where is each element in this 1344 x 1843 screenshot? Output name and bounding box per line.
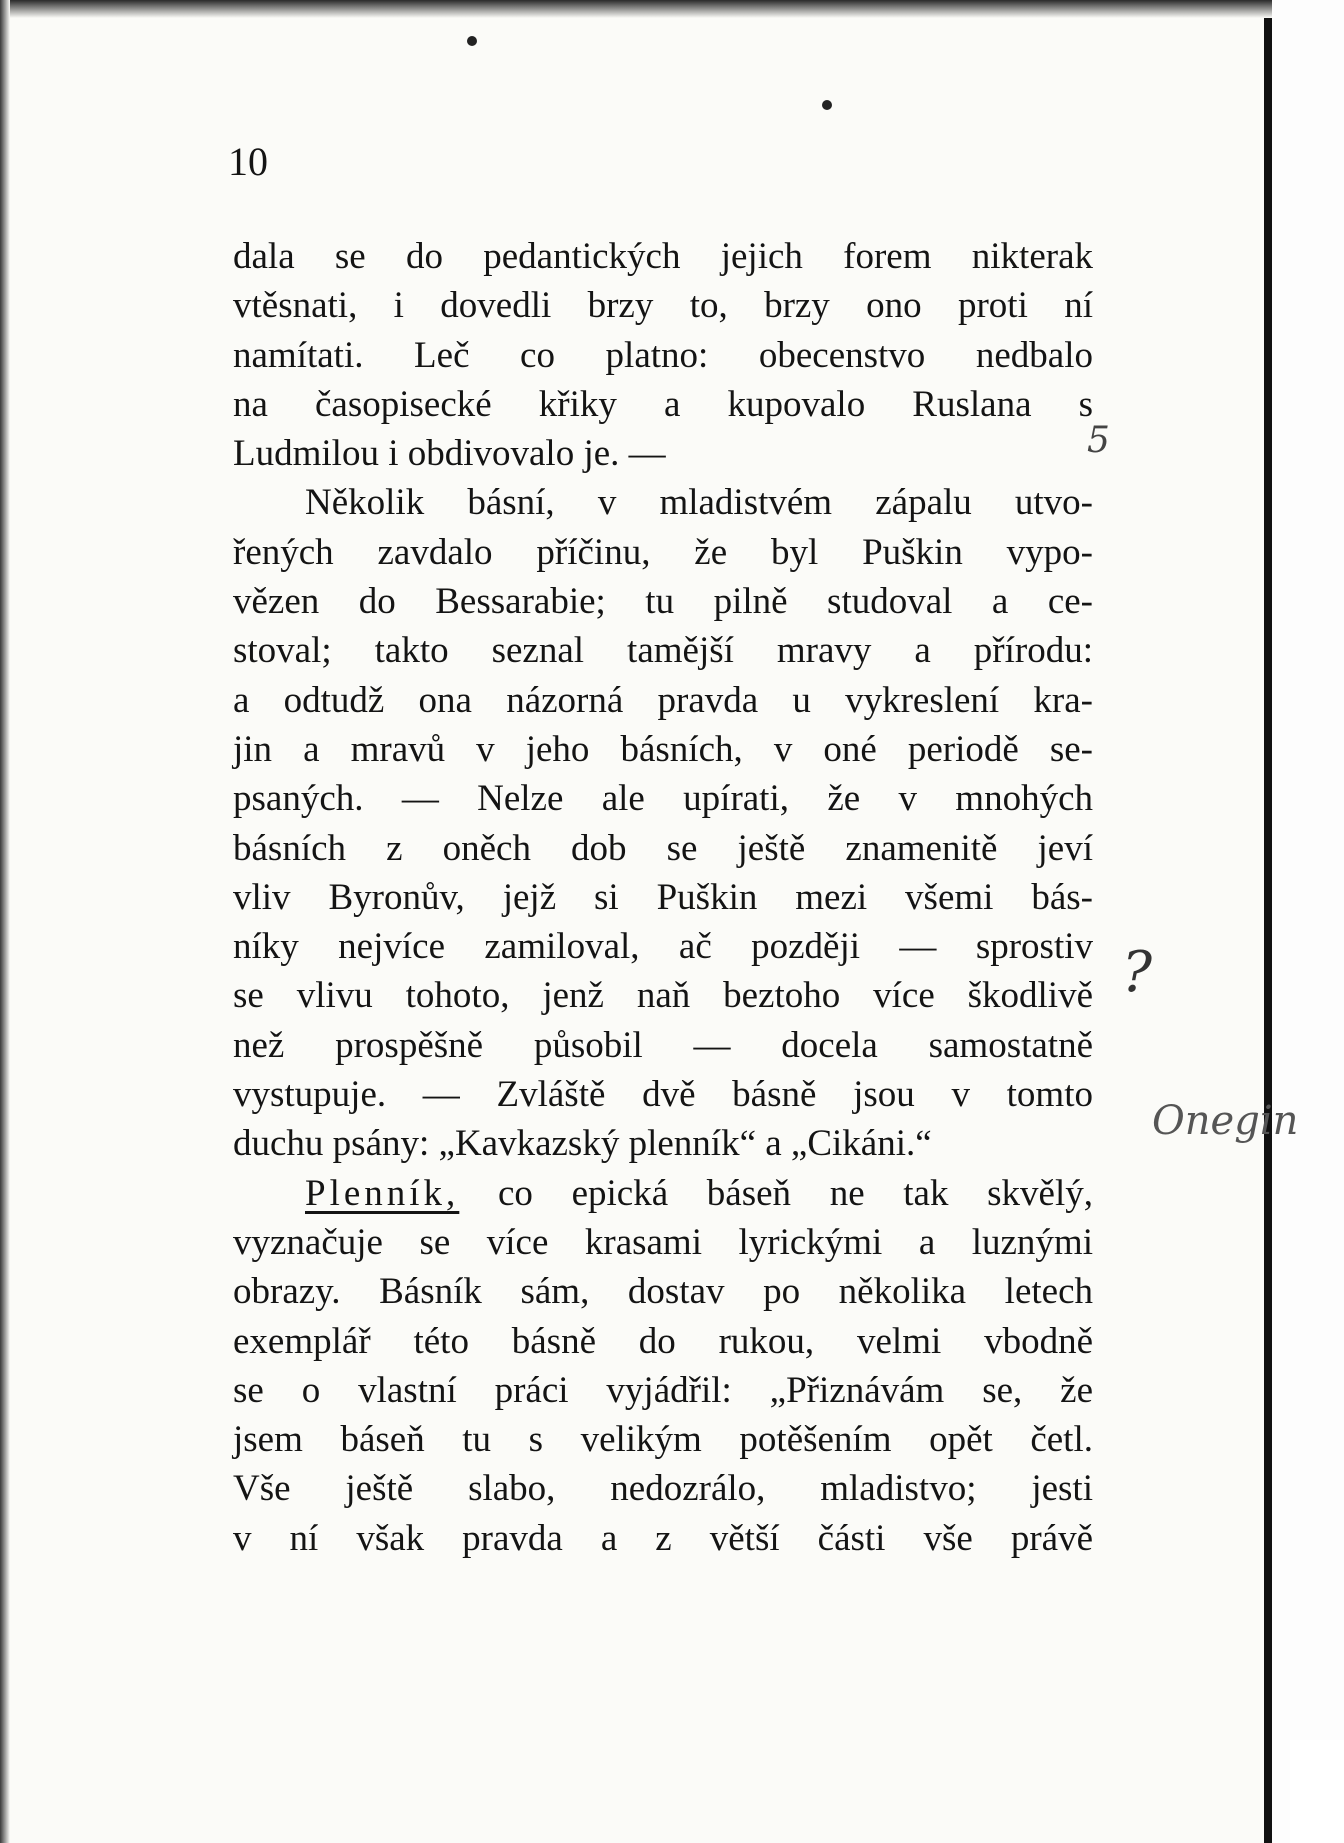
text-line: níky nejvíce zamiloval, ač později — sprostiv [233,926,1093,968]
text-line: psaných. — Nelze ale upírati, že v mnohých [233,778,1093,820]
text-line: Vše ještě slabo, nedozrálo, mladistvo; jesti [233,1468,1093,1510]
margin-note-five: 5 [1087,420,1110,461]
text-line: Ludmilou i obdivovalo je. — [233,433,666,475]
ink-speck [467,36,477,46]
ink-speck [822,100,832,110]
page-number: 10 [228,139,268,184]
text-line: vtěsnati, i dovedli brzy to, brzy ono proti ní [233,285,1093,327]
text-line: a odtudž ona názorná pravda u vykreslení kra- [233,679,1093,721]
text-line: vyznačuje se více krasami lyrickými a luznými [233,1221,1093,1263]
text-fragment: co epická báseň ne tak skvělý, [497,1172,1093,1214]
text-line: Několik básní, v mladistvém zápalu utvo- [305,482,1093,524]
bottom-right-corner [1290,1740,1344,1843]
text-line: jin a mravů v jeho básních, v oné periodě se- [233,728,1093,770]
page-spine-shadow [1264,0,1272,1843]
text-line: se o vlastní práci vyjádřil: „Přiznávám se, že [233,1369,1093,1411]
text-line: obrazy. Básník sám, dostav po několika letech [233,1271,1093,1313]
text-line: jsem báseň tu s velikým potěšením opět četl. [233,1419,1093,1461]
text-line: se vlivu tohoto, jenž naň beztoho více škodlivě [233,975,1093,1017]
emphasized-title: Plenník, [305,1172,460,1214]
text-line: namítati. Leč co platno: obecenstvo nedbalo [233,334,1093,376]
text-line: vliv Byronův, jejž si Puškin mezi všemi bás- [233,876,1093,918]
text-line: stoval; takto seznal tamější mravy a přírodu: [233,630,1093,672]
text-line: než prospěšně působil — docela samostatně [233,1024,1093,1066]
margin-note-onegin: Onegin [1152,1098,1299,1144]
text-line: básních z oněch dob se ještě znamenitě jeví [233,827,1093,869]
top-scan-edge [0,0,1272,18]
text-line: dala se do pedantických jejich forem nikterak [233,236,1093,277]
text-line: na časopisecké křiky a kupovalo Ruslana s [233,383,1093,425]
text-line: řených zavdalo příčinu, že byl Puškin vypo- [233,531,1093,573]
body-text [233,232,1093,1563]
margin-note-bracket: ? [1122,940,1153,1005]
text-line [233,1169,1093,1218]
text-line: duchu psány: „Kavkazský plenník“ a „Cikáni.“ [233,1123,932,1165]
left-scan-edge [0,0,10,1843]
text-line: v ní však pravda a z větší části vše právě [233,1517,1093,1559]
text-line: vystupuje. — Zvláště dvě básně jsou v tomto [233,1074,1093,1116]
adjacent-page-edge [1270,0,1344,1843]
text-line: exemplář této básně do rukou, velmi vbodně [233,1320,1093,1362]
text-line: vězen do Bessarabie; tu pilně studoval a ce- [233,581,1093,623]
